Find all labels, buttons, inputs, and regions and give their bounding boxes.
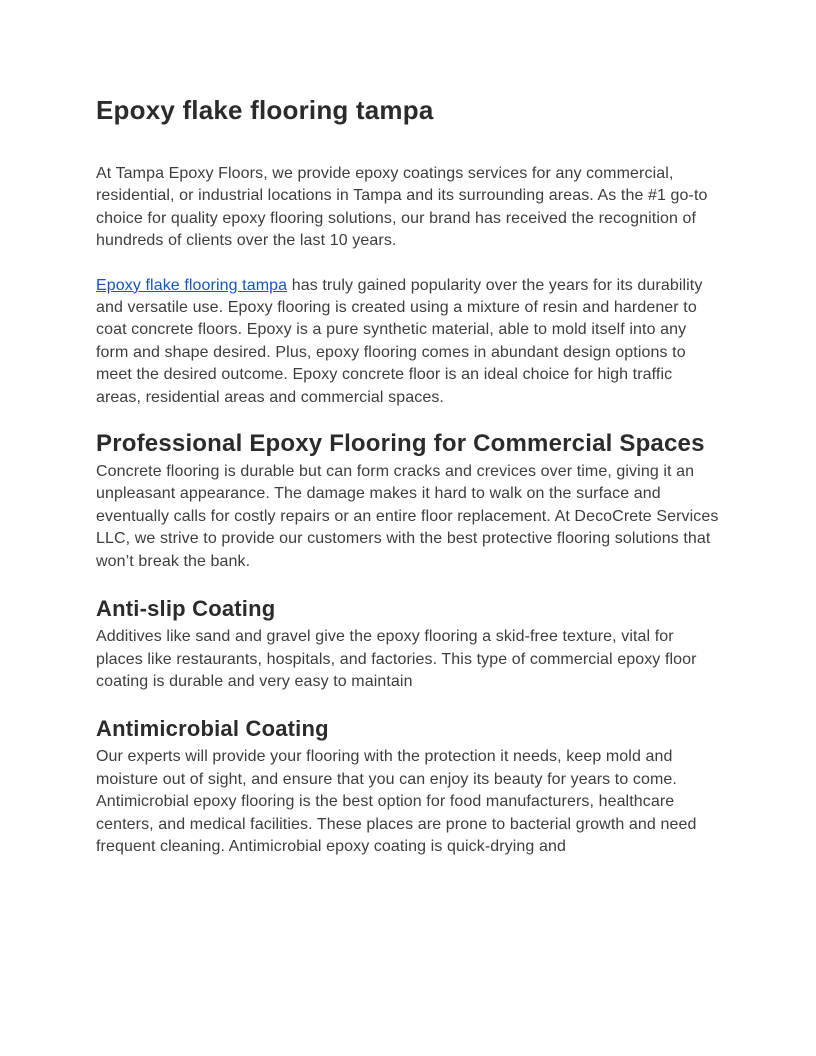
section-body-anti-slip-coating: Additives like sand and gravel give the epoxy flooring a skid-free texture, vital for places like restaurants, hospitals, and factories. This type of commercial epoxy floor coating is durable and very easy to maintain [96, 628, 697, 690]
epoxy-flake-flooring-link[interactable]: Epoxy flake flooring tampa [96, 276, 288, 294]
document-title: Epoxy flake flooring tampa [96, 95, 434, 125]
section-body-commercial-spaces: Concrete flooring is durable but can form cracks and crevices over time, giving it an unpleasant appearance. The damage makes it hard to walk on the surface and eventually calls for costly repairs or an entire floor replacement. At DecoCrete Services LLC, we strive to provide our customers with the best protective flooring solutions that won’t break the bank. [96, 463, 719, 570]
section-heading-anti-slip-coating: Anti-slip Coating [96, 596, 276, 622]
section-heading-antimicrobial-coating: Antimicrobial Coating [96, 716, 329, 742]
link-paragraph [96, 275, 720, 409]
link-paragraph-text: has truly gained popularity over the years for its durability and versatile use. Epoxy flooring is created using a mixture of resin and hardener to coat concrete floors. Epoxy is a pure synthetic material, able to mold itself into any form and shape desired. Plus, epoxy flooring comes in abundant design options to meet the desired outcome. Epoxy concrete floor is an ideal choice for high traffic areas, residential areas and commercial spaces. [96, 276, 703, 406]
intro-paragraph: At Tampa Epoxy Floors, we provide epoxy coatings services for any commercial, residential, or industrial locations in Tampa and its surrounding areas. As the #1 go-to choice for quality epoxy flooring solutions, our brand has received the recognition of hundreds of clients over the last 10 years. [96, 165, 708, 250]
section-body-antimicrobial-coating: Our experts will provide your flooring with the protection it needs, keep mold and moisture out of sight, and ensure that you can enjoy its beauty for years to come. Antimicrobial epoxy flooring is the best option for food manufacturers, healthcare centers, and medical facilities. These places are prone to bacterial growth and need frequent cleaning. Antimicrobial epoxy coating is quick-drying and [96, 748, 697, 855]
section-heading-commercial-spaces: Professional Epoxy Flooring for Commercial Spaces [96, 430, 705, 458]
